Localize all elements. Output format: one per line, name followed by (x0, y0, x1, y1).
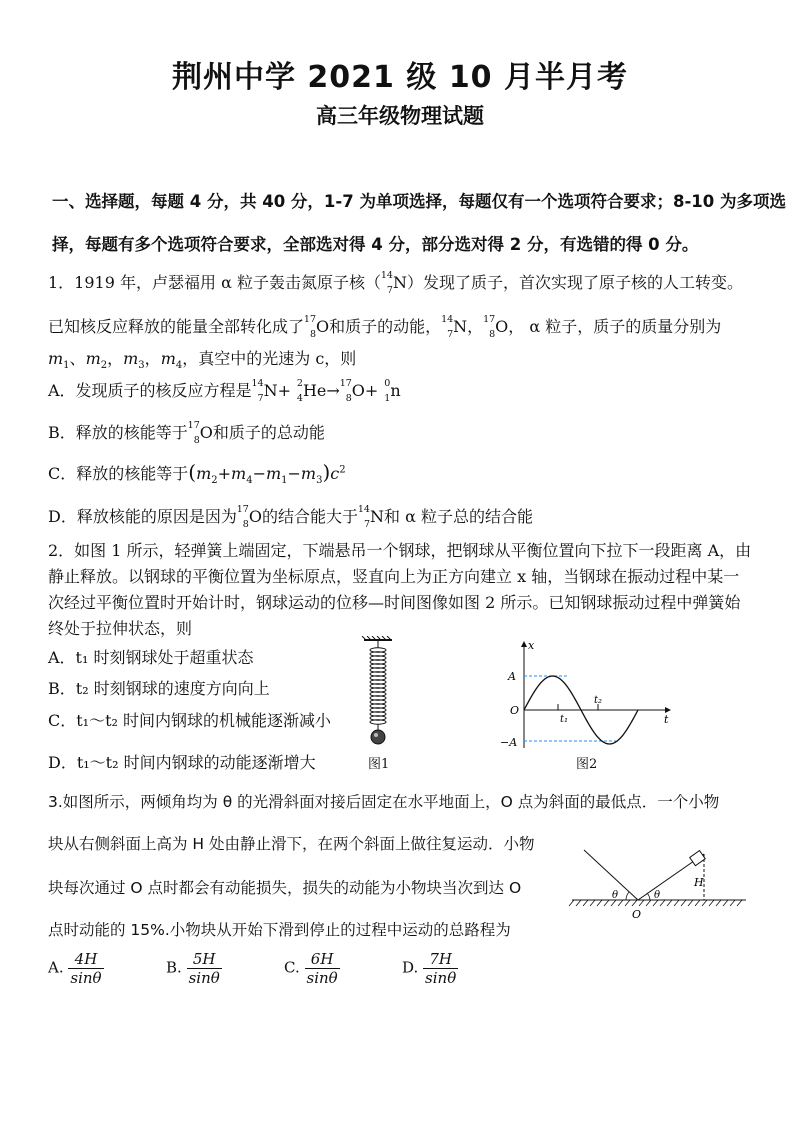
q3-option-c-label: C. (284, 958, 300, 977)
q1-option-a[interactable]: A．发现质子的核反应方程是 14 7 N+ 2 4 He→ 17 8 O+ 0 1 n (48, 378, 401, 404)
q3-option-c[interactable] (284, 950, 340, 987)
fig3-theta-left: θ (612, 890, 619, 901)
figure1-spring-ball (350, 636, 406, 772)
graph-label-t2: t₂ (594, 695, 603, 706)
q1-line2-d: ， α 粒子，质子的质量分别为 (508, 317, 722, 336)
q1-option-b[interactable]: B．释放的核能等于 17 8 O和质子的总动能 (48, 420, 325, 446)
q2-option-d[interactable]: D．t₁～t₂ 时间内钢球的动能逐渐增大 (48, 753, 316, 772)
q3-option-c-den: sinθ (306, 969, 338, 987)
q3-option-b-num: 5H (187, 950, 222, 969)
q1-option-d[interactable]: D．释放核能的原因是因为 17 8 O的结合能大于 14 7 N和 α 粒子总的结合能 (48, 504, 533, 530)
graph-label-t: t (664, 713, 669, 726)
q1-option-d-post: 和 α 粒子总的结合能 (383, 507, 533, 526)
figure2-displacement-graph (494, 636, 680, 756)
q1-option-c[interactable]: C．释放的核能等于$(m_2+m_4-m_1-m_3)c^2$ (48, 460, 346, 487)
q1-line1-b: ）发现了质子，首次实现了原子核的人工转变。 (406, 273, 743, 292)
q3-line4: 点时动能的 15%.小物块从开始下滑到停止的过程中运动的总路程为 (48, 921, 511, 939)
q3-line3: 块每次通过 O 点时都会有动能损失，损失的动能为小物块当次到达 O (48, 879, 522, 897)
q2-option-c[interactable]: C．t₁～t₂ 时间内钢球的机械能逐渐减小 (48, 711, 332, 730)
nuclide-n14: 14 7 (380, 270, 393, 296)
q2-line1: 2．如图 1 所示，轻弹簧上端固定，下端悬吊一个钢球，把钢球从平衡位置向下拉下一段距离 A，由 (48, 541, 752, 560)
page-subtitle: 高三年级物理试题 (316, 104, 484, 128)
q3-option-b[interactable] (166, 950, 222, 987)
fig3-theta-right: θ (654, 890, 661, 901)
q2-option-a[interactable]: A．t₁ 时刻钢球处于超重状态 (48, 648, 254, 667)
fig3-label-h: H (694, 876, 704, 889)
nuclide-o17: 17 8 (483, 314, 496, 340)
q3-option-c-num: 6H (305, 950, 340, 969)
fig3-label-o: O (632, 908, 642, 921)
q3-option-d-label: D. (402, 958, 419, 977)
figure3-inclines (566, 846, 752, 926)
q2-line4: 终处于拉伸状态，则 (48, 619, 193, 638)
q1-line2-b: 和质子的动能， (329, 317, 442, 336)
q3-option-a-num: 4H (68, 950, 103, 969)
q3-line2: 块从右侧斜面上高为 H 处由静止滑下，在两个斜面上做往复运动．小物 (48, 835, 535, 853)
graph-label-t1: t₁ (560, 714, 569, 725)
q3-option-d-num: 7H (423, 950, 458, 969)
nuclide-o17: 17 8 (303, 314, 317, 340)
nuclide-n14: 14 7 (441, 314, 454, 340)
section-instructions-line2: 择，每题有多个选项符合要求，全部选对得 4 分，部分选对得 2 分，有选错的得 0 分。 (52, 235, 699, 254)
q1-line2: 已知核反应释放的能量全部转化成了 17 8 O和质子的动能， 14 7 N， 17 8 O， α 粒子，质子的质量分别为 (48, 314, 722, 340)
q3-option-a-label: A. (48, 958, 64, 977)
q1-option-b-post: 和质子的总动能 (212, 423, 325, 442)
q3-option-d[interactable] (402, 950, 458, 987)
q1-option-d-pre: D．释放核能的原因是因为 (48, 507, 237, 526)
graph-label-neg-a: −A (500, 736, 518, 749)
graph-label-a: A (508, 670, 516, 683)
figure1-caption: 图1 (368, 757, 390, 772)
q1-option-b-pre: B．释放的核能等于 (48, 423, 188, 442)
q3-option-d-den: sinθ (425, 969, 457, 987)
graph-label-origin: O (510, 704, 520, 717)
graph-label-x: x (528, 639, 535, 652)
q3-option-b-label: B. (166, 958, 182, 977)
q3-option-a-den: sinθ (70, 969, 102, 987)
q3-line1: 3.如图所示，两倾角均为 θ 的光滑斜面对接后固定在水平地面上，O 点为斜面的最低点．一个小物 (48, 793, 720, 811)
q1-option-a-text: A．发现质子的核反应方程是 (48, 381, 252, 400)
q1-line1-a: 1．1919 年，卢瑟福用 α 粒子轰击氮原子核（ (48, 273, 381, 292)
figure2-caption: 图2 (576, 757, 598, 772)
q2-line3: 次经过平衡位置时开始计时，钢球运动的位移—时间图像如图 2 所示。已知钢球振动过程中弹簧始 (48, 593, 741, 612)
q1-option-c-pre: C．释放的核能等于 (48, 464, 189, 483)
page-title: 荆州中学 2021 级 10 月半月考 (171, 60, 629, 95)
q3-option-b-den: sinθ (188, 969, 220, 987)
q3-option-a[interactable] (48, 950, 104, 987)
q2-line2: 静止释放。以钢球的平衡位置为坐标原点，竖直向上为正方向建立 x 轴，当钢球在振动过程中某一 (48, 567, 740, 586)
q1-option-d-mid: 的结合能大于 (261, 507, 358, 526)
q1-line2-c: ， (467, 317, 484, 336)
q1-line3-text: ，真空中的光速为 c，则 (182, 349, 357, 368)
q2-option-b[interactable]: B．t₂ 时刻钢球的速度方向向上 (48, 679, 270, 698)
section-instructions-line1: 一、选择题，每题 4 分，共 40 分，1-7 为单项选择，每题仅有一个选项符合要求；8-10 为多项选 (52, 192, 787, 211)
q1-line2-a: 已知核反应释放的能量全部转化成了 (48, 317, 305, 336)
q1-line3: $m_1$、$m_2$，$m_3$，$m_4$，真空中的光速为 c，则 (48, 349, 357, 372)
q1-line1: 1．1919 年，卢瑟福用 α 粒子轰击氮原子核（ 14 7 N）发现了质子，首次实现了原子核的人工转变。 (48, 270, 743, 296)
